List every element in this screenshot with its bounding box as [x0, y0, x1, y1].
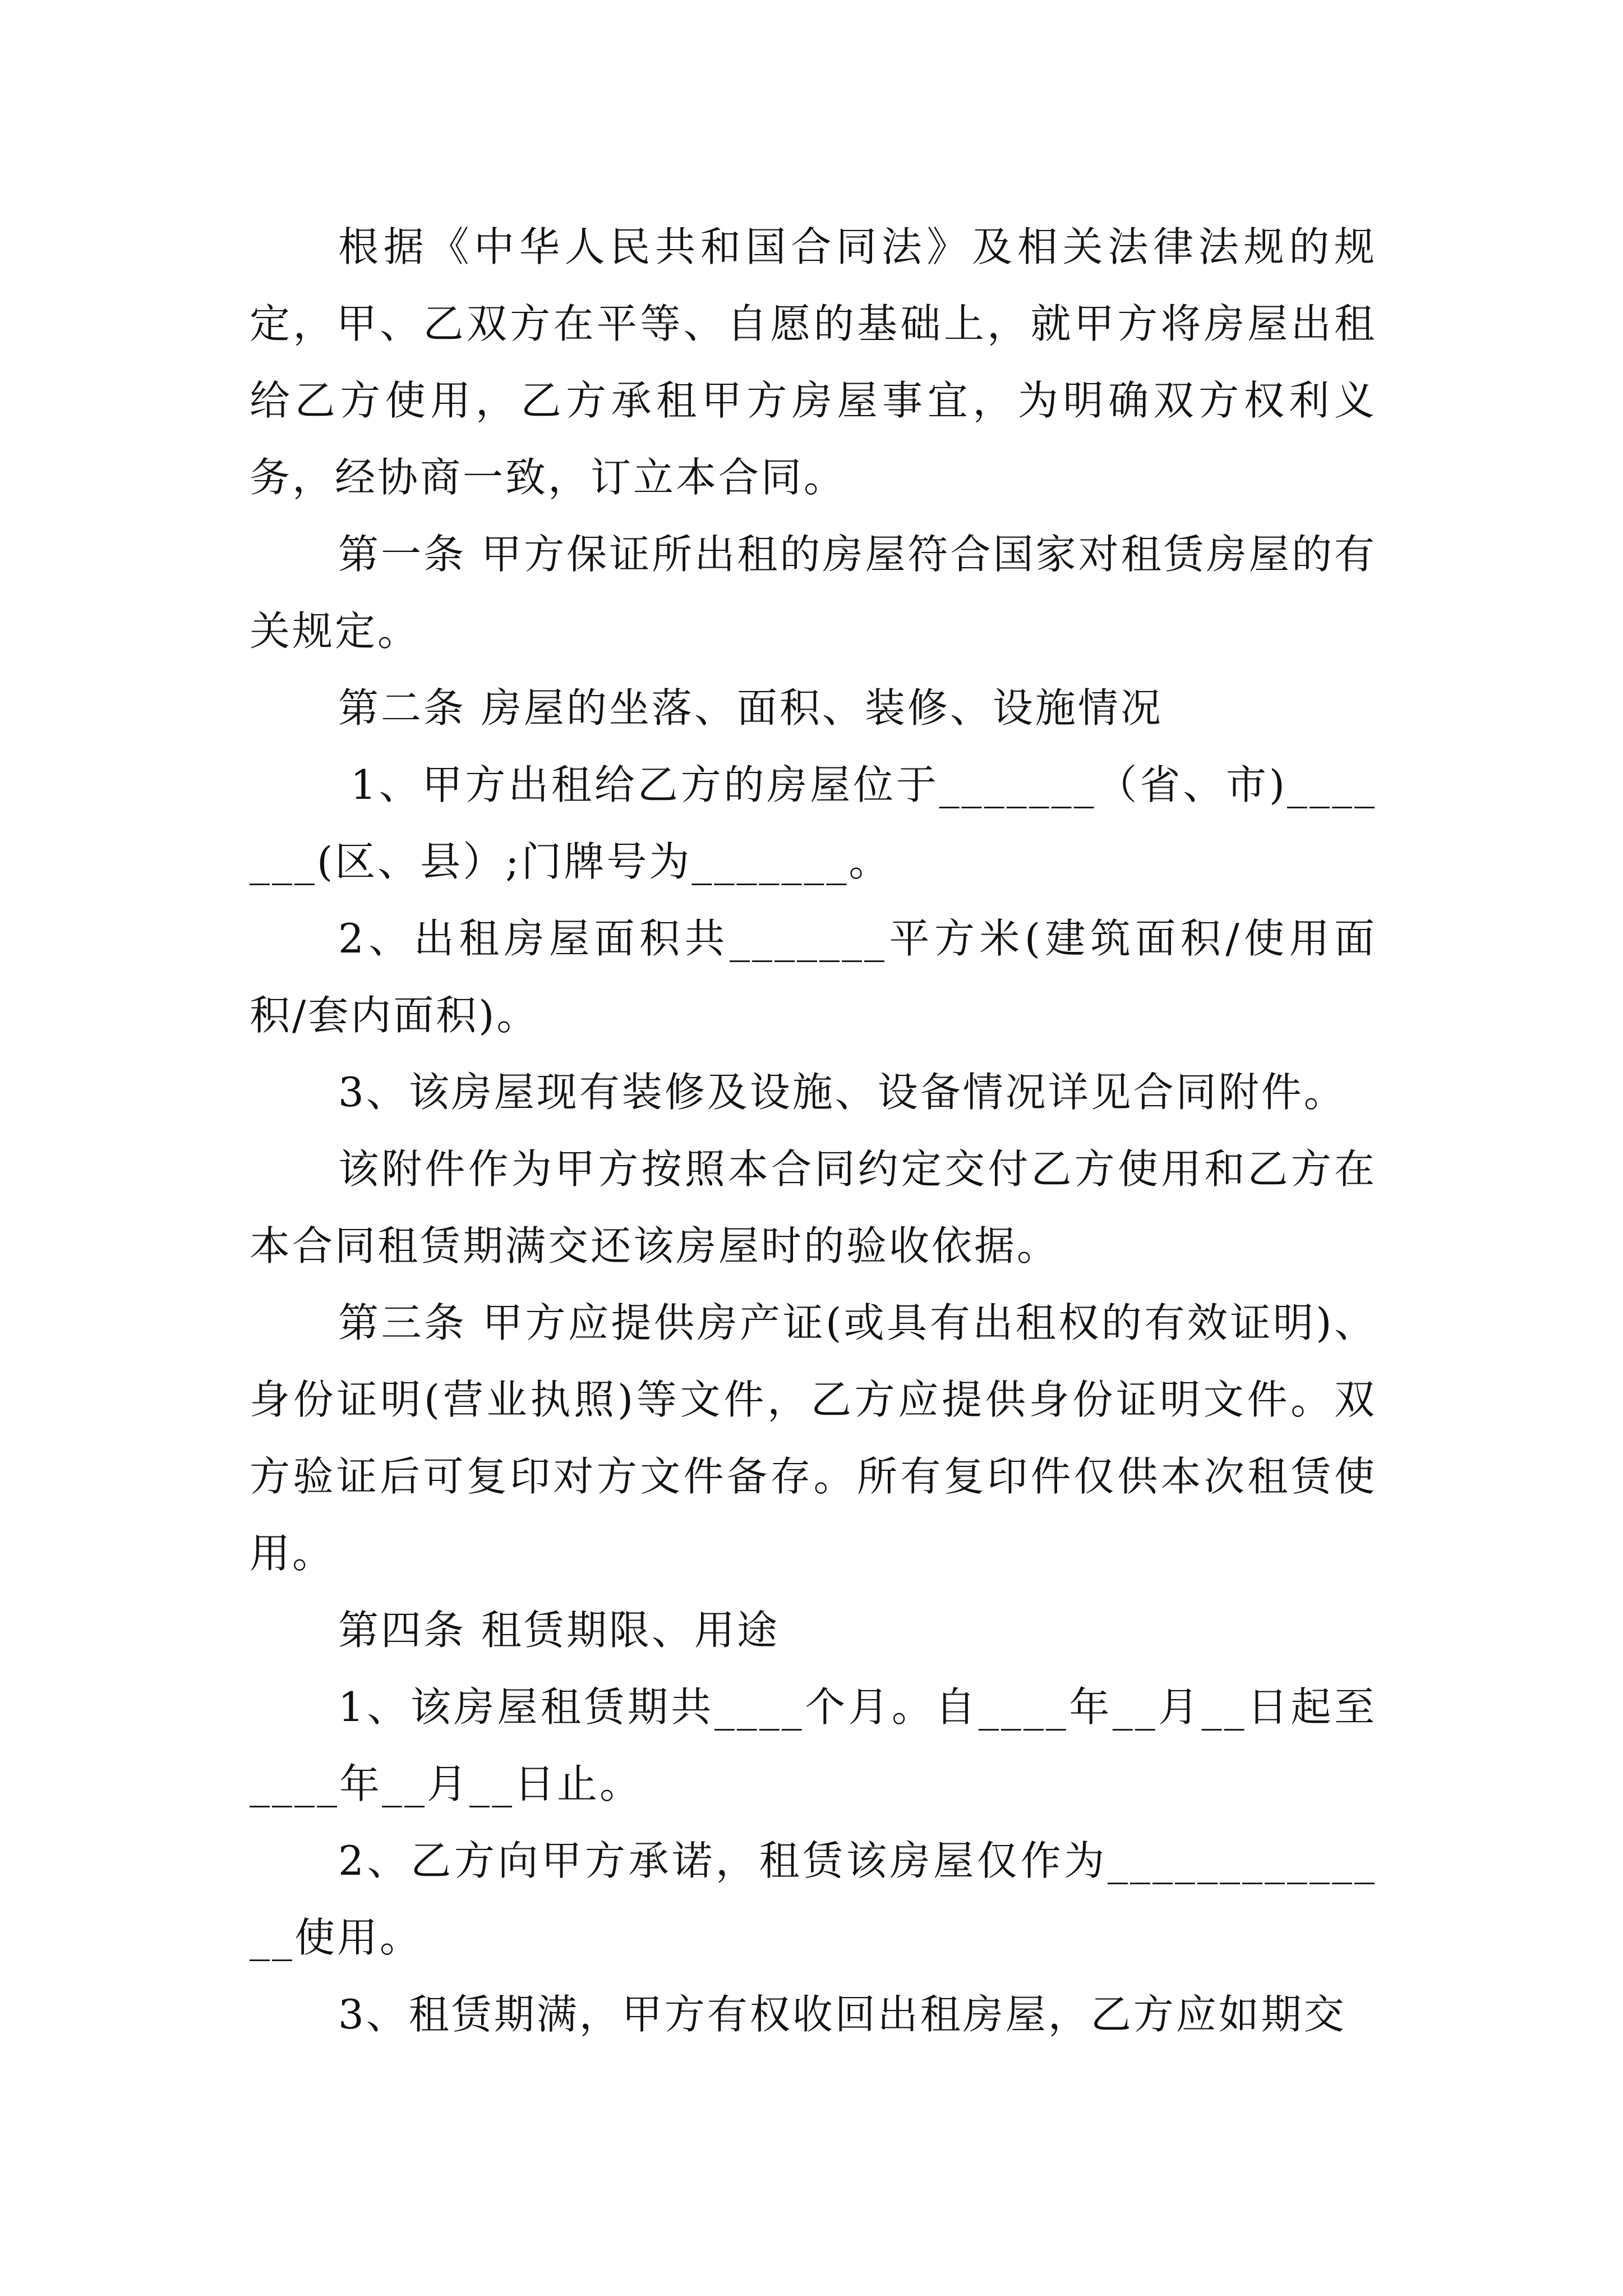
paragraph-article-4-item-3: 3、租赁期满，甲方有权收回出租房屋，乙方应如期交 [338, 1991, 1347, 2038]
paragraph-article-1: 第一条 甲方保证所出租的房屋符合国家对租赁房屋的有关规定。 [250, 531, 1377, 655]
paragraph-preamble: 根据《中华人民共和国合同法》及相关法律法规的规定，甲、乙双方在平等、自愿的基础上，就甲方将房屋出租给乙方使用，乙方承租甲方房屋事宜，为明确双方权利义务，经协商一致，订立本合同。 [250, 223, 1377, 501]
paragraph-article-2-item-2: 2、出租房屋面积共_______平方米(建筑面积/使用面积/套内面积)。 [250, 915, 1377, 1039]
paragraph-article-2-item-3: 3、该房屋现有装修及设施、设备情况详见合同附件。 [338, 1069, 1347, 1116]
paragraph-article-2-attachment-note: 该附件作为甲方按照本合同约定交付乙方使用和乙方在本合同租赁期满交还该房屋时的验收依据。 [250, 1145, 1377, 1269]
paragraph-article-4-heading: 第四条 租赁期限、用途 [338, 1607, 780, 1654]
paragraph-article-2-heading: 第二条 房屋的坐落、面积、装修、设施情况 [338, 684, 1163, 731]
paragraph-article-3: 第三条 甲方应提供房产证(或具有出租权的有效证明)、身份证明(营业执照)等文件，乙方应提供身份证明文件。双方验证后可复印对方文件备存。所有复印件仅供本次租赁使用。 [250, 1299, 1377, 1577]
paragraph-article-2-item-1: 1、甲方出租给乙方的房屋位于_______（省、市)_______(区、县）;门牌号为_______。 [250, 761, 1377, 885]
document-body [250, 209, 1377, 2053]
paragraph-article-4-item-2: 2、乙方向甲方承诺，租赁该房屋仅作为______________使用。 [250, 1837, 1377, 1961]
paragraph-article-4-item-1: 1、该房屋租赁期共____个月。自____年__月__日起至____年__月__日止。 [250, 1683, 1377, 1807]
